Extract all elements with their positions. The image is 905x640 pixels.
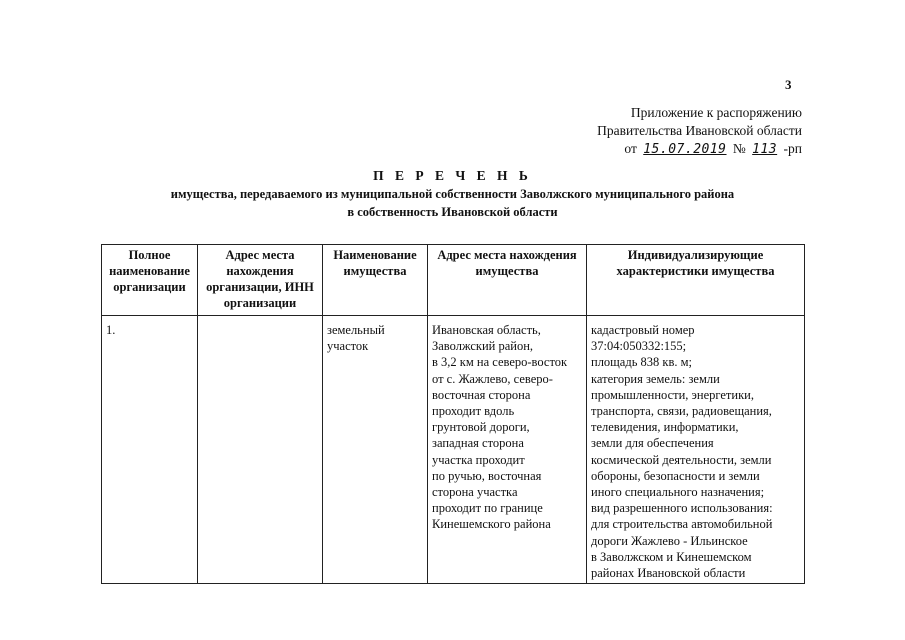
table-row [102, 316, 805, 584]
address-line: грунтовой дороги, [432, 420, 530, 435]
characteristic-line: вид разрешенного использования: [591, 501, 773, 516]
appendix-header [597, 104, 802, 159]
cell-org-address [198, 316, 323, 584]
date-prefix: от [624, 141, 637, 156]
characteristic-line: кадастровый номер [591, 323, 695, 337]
cell-property-address [428, 316, 587, 584]
header-org-name: Полное наименование организации [102, 245, 198, 316]
characteristic-line: обороны, безопасности и земли [591, 468, 760, 483]
appendix-line-2: Правительства Ивановской области [597, 123, 802, 138]
document-subtitle-line-2: в собственность Ивановской области [347, 205, 558, 219]
address-line: проходит по границе [432, 501, 543, 516]
characteristic-line: для строительства автомобильной [591, 517, 773, 532]
header-property-name: Наименование имущества [323, 245, 428, 316]
property-name-line: земельный [327, 323, 385, 337]
characteristic-line: районах Ивановской области [591, 566, 746, 581]
cell-property-name [323, 316, 428, 584]
address-line: восточная сторона [432, 387, 531, 402]
page-number: 3 [785, 77, 792, 92]
characteristic-line: в Заволжском и Кинешемском [591, 549, 752, 564]
address-line: от с. Жажлево, северо- [432, 371, 553, 386]
appendix-line-1: Приложение к распоряжению [630, 105, 802, 120]
cell-row-number: 1. [102, 316, 198, 584]
decree-date: 15.07.2019 [643, 142, 727, 157]
number-sign: № [732, 141, 746, 156]
characteristic-line: площадь 838 кв. м; [591, 355, 693, 370]
address-line: в 3,2 км на северо-восток [432, 355, 568, 370]
appendix-date-line [624, 140, 802, 159]
address-line: сторона участка [432, 485, 518, 500]
cell-characteristics [587, 316, 805, 584]
property-name-line: участок [327, 339, 369, 354]
decree-number: 113 [752, 142, 778, 157]
address-line: по ручью, восточная [432, 468, 542, 483]
address-line: проходит вдоль [432, 404, 515, 419]
document-subtitle-line-1: имущества, передаваемого из муниципальной собственности Заволжского муниципального района [170, 187, 735, 201]
characteristic-line: промышленности, энергетики, [591, 387, 754, 402]
characteristic-line: категория земель: земли [591, 371, 720, 386]
characteristic-line: телевидения, информатики, [591, 420, 739, 435]
address-line: Ивановская область, [432, 323, 541, 337]
number-suffix: -рп [783, 141, 802, 156]
address-line: участка проходит [432, 452, 525, 467]
characteristic-line: земли для обеспечения [591, 436, 714, 451]
characteristic-line: 37:04:050332:155; [591, 339, 687, 354]
document-title: П Е Р Е Ч Е Н Ь [373, 168, 532, 183]
characteristic-line: транспорта, связи, радиовещания, [591, 404, 772, 419]
document-title-block [0, 167, 905, 220]
characteristic-line: дороги Жажлево - Ильинское [591, 533, 748, 548]
address-line: Кинешемского района [432, 517, 551, 532]
address-line: Заволжский район, [432, 339, 534, 354]
header-characteristics: Индивидуализирующие характеристики имущества [587, 245, 805, 316]
property-table [101, 244, 805, 584]
characteristic-line: иного специального назначения; [591, 485, 765, 500]
table-header-row [102, 245, 805, 316]
header-property-address: Адрес места нахождения имущества [428, 245, 587, 316]
header-org-address: Адрес места нахождения организации, ИНН организации [198, 245, 323, 316]
address-line: западная сторона [432, 436, 524, 451]
characteristic-line: космической деятельности, земли [591, 452, 772, 467]
